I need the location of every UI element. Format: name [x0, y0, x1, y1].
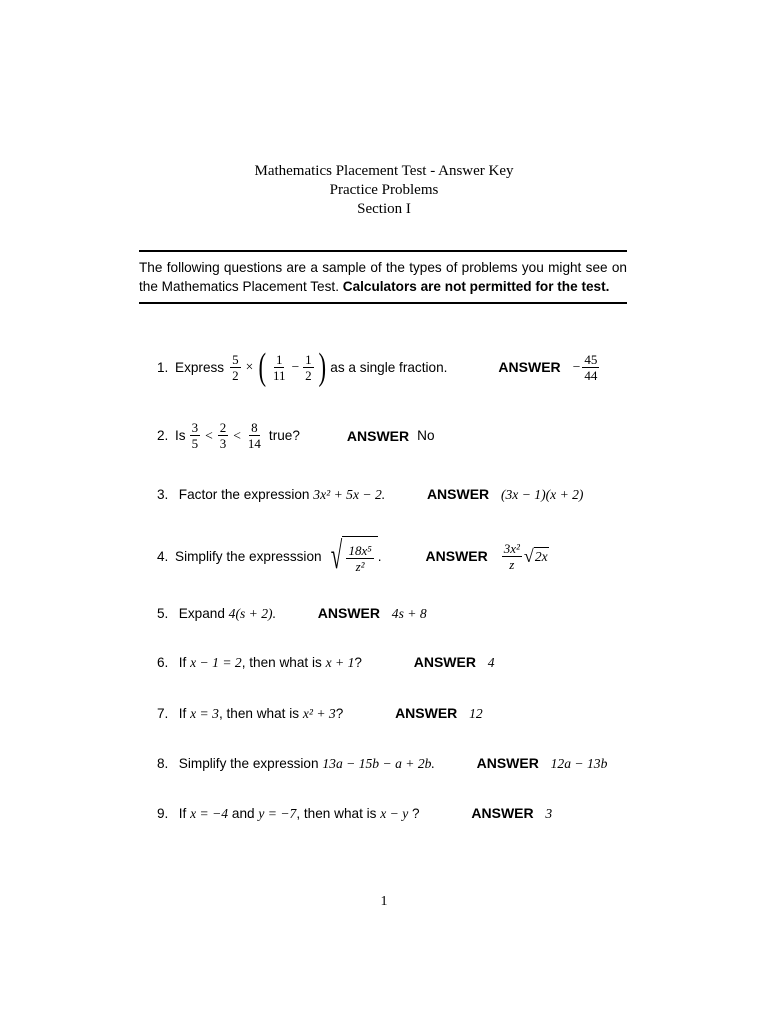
question-text: Expand — [178, 606, 225, 621]
fraction: $\frac{8}{14}$ — [247, 420, 261, 451]
question-6: 6. If x − 1 = 2, then what is x + 1? ANSWER 4 — [157, 654, 495, 670]
fraction: $\frac{1}{11}$ — [272, 351, 286, 383]
question-1: 1. Express $\frac{5}{2}$ × ( $\frac{1}{11}$ − $\frac{1}{2}$ ) as a single fraction. ANSWER − $\frac{45}{44}$ — [157, 346, 598, 388]
question-4: 4. Simplify the expresssion √ $\frac{\text{18x⁵}}{\text{z²}}$ . ANSWER $\frac{\text{3x²}}{z}$ √ 2x — [157, 535, 548, 577]
question-number: 8. — [157, 756, 169, 771]
question-number: 1. — [157, 359, 169, 375]
question-9: 9. If x = −4 and y = −7, then what is x − y ? ANSWER 3 — [157, 805, 553, 821]
question-text: Factor the expression — [178, 487, 310, 502]
answer-label: ANSWER — [346, 427, 410, 444]
fraction: $\frac{2}{3}$ — [219, 420, 227, 451]
answer-value: (3x − 1)(x + 2) — [500, 487, 584, 502]
question-2: 2. Is $\frac{3}{5}$ < $\frac{2}{3}$ < $\frac{8}{14}$ true? ANSWER No — [157, 420, 435, 451]
question-number: 4. — [157, 548, 169, 564]
answer-label: ANSWER — [413, 654, 476, 670]
intro-box — [139, 250, 627, 304]
math-expression: 4(s + 2). — [228, 606, 276, 621]
intro-text: The following questions are a sample of the types of problems you might see on the Mathematics Placement Test. — [139, 260, 627, 294]
answer-value: 4 — [487, 655, 495, 670]
answer-label: ANSWER — [498, 359, 561, 375]
math-expression: 13a − 15b − a + 2b. — [322, 756, 435, 771]
answer-fraction: $\frac{\text{3x²}}{z}$ — [503, 540, 520, 572]
document-title — [0, 162, 768, 219]
answer-value: 12a − 13b — [550, 756, 608, 771]
question-text: Is — [175, 428, 186, 443]
question-number: 3. — [157, 487, 169, 502]
question-3 — [157, 486, 583, 503]
fraction: $\frac{1}{2}$ — [305, 351, 312, 383]
answer-label: ANSWER — [395, 705, 458, 721]
answer-label: ANSWER — [317, 605, 380, 621]
question-text: Express — [175, 359, 225, 375]
question-text: Simplify the expresssion — [175, 548, 322, 564]
question-text: If — [178, 706, 187, 721]
answer-label: ANSWER — [471, 805, 534, 821]
question-text: true? — [268, 428, 300, 443]
answer-value: 12 — [469, 706, 483, 721]
question-number: 7. — [157, 706, 169, 721]
question-number: 5. — [157, 606, 169, 621]
answer-radical: √ 2x — [523, 546, 548, 566]
title-line-2: Practice Problems — [329, 182, 439, 198]
answer-value: No — [417, 428, 435, 443]
question-8 — [157, 755, 607, 772]
answer-value: 4s + 8 — [391, 606, 427, 621]
answer-label: ANSWER — [426, 486, 490, 502]
question-number: 9. — [157, 806, 169, 821]
question-7: 7. If x = 3, then what is x² + 3? ANSWER 12 — [157, 705, 483, 721]
intro-bold-note: Calculators are not permitted for the test. — [342, 279, 610, 294]
answer-label: ANSWER — [425, 548, 488, 564]
question-text: as a single fraction. — [330, 359, 448, 375]
title-line-1: Mathematics Placement Test - Answer Key — [254, 163, 514, 179]
answer-fraction: $\frac{45}{44}$ — [584, 351, 598, 383]
question-text: Simplify the expression — [178, 756, 319, 771]
fraction: $\frac{5}{2}$ — [232, 351, 239, 383]
question-number: 2. — [157, 428, 169, 443]
fraction: $\frac{3}{5}$ — [191, 420, 199, 451]
question-text: If — [178, 655, 187, 670]
math-expression: 3x² + 5x − 2. — [313, 487, 386, 502]
question-text: If — [178, 806, 187, 821]
question-5 — [157, 605, 427, 622]
question-number: 6. — [157, 655, 169, 670]
answer-value: 3 — [545, 806, 553, 821]
page-number: 1 — [380, 894, 388, 909]
title-line-3: Section I — [357, 201, 411, 217]
radical-expression: √ $\frac{\text{18x⁵}}{\text{z²}}$ — [326, 536, 378, 576]
answer-label: ANSWER — [476, 755, 539, 771]
